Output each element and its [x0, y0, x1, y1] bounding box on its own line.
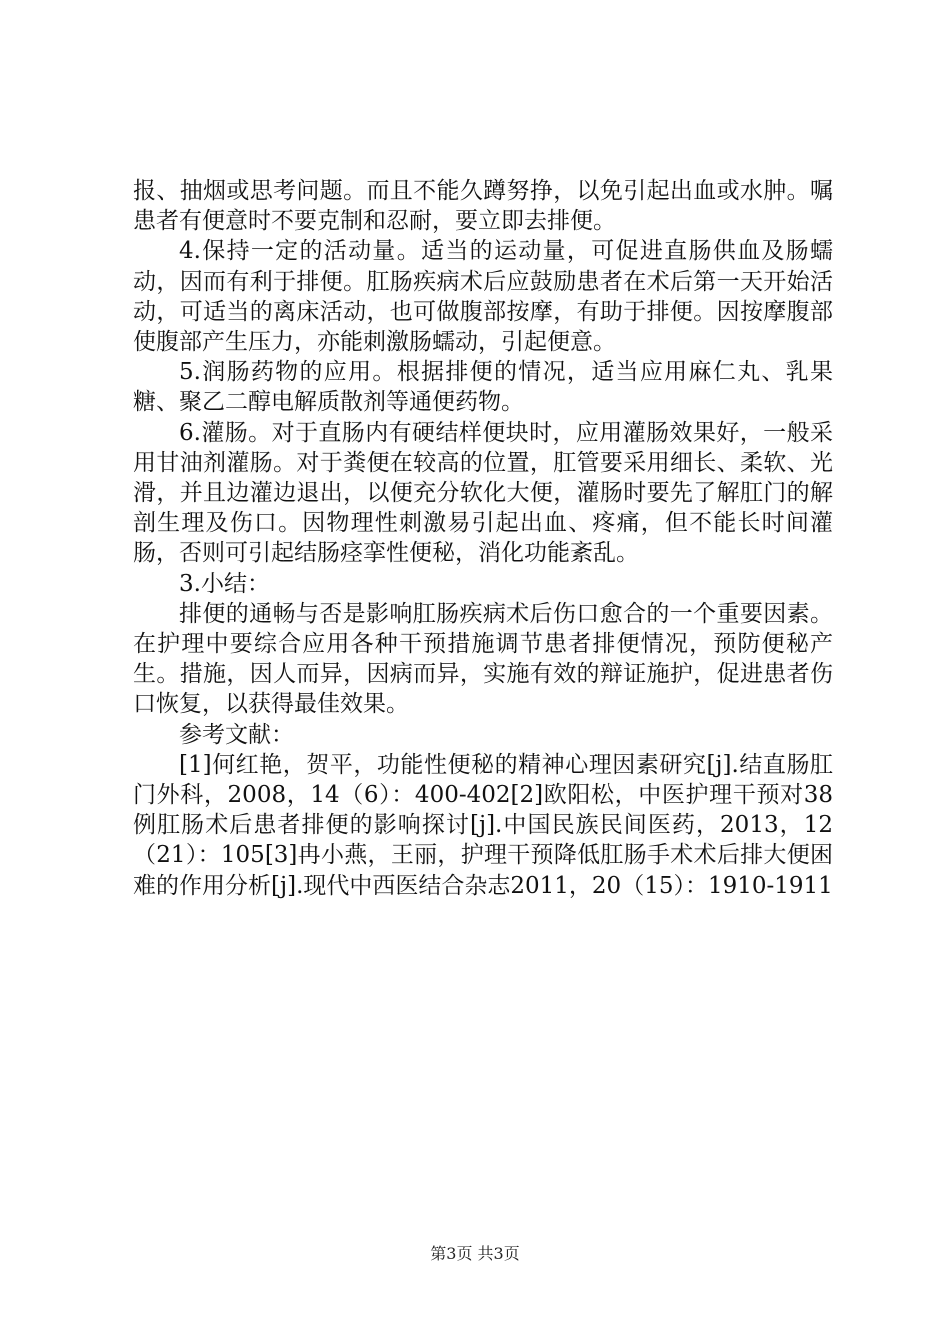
- paragraph-references: [1]何红艳，贺平，功能性便秘的精神心理因素研究[j].结直肠肛门外科，2008，14（6）：400-402[2]欧阳松，中医护理干预对38例肛肠术后患者排便的影响探讨[j].中国民族民间医药，2013，12（21）：105[3]冉小燕，王丽，护理干预降低肛肠手术术后排大便困难的作用分析[j].现代中西医结合杂志2011，20（15）：1910-1911: [133, 751, 833, 899]
- section-heading-summary: 3.小结：: [179, 570, 270, 597]
- page-footer: 第3页 共3页: [430, 1244, 520, 1263]
- paragraph-laxatives: 5.润肠药物的应用。根据排便的情况，适当应用麻仁丸、乳果糖、聚乙二醇电解质散剂等通便药物。: [133, 359, 833, 416]
- section-heading-references: 参考文献：: [179, 721, 294, 748]
- paragraph-activity: 4.保持一定的活动量。适当的运动量，可促进直肠供血及肠蠕动，因而有利于排便。肛肠疾病术后应鼓励患者在术后第一天开始活动，可适当的离床活动，也可做腹部按摩，有助于排便。因按摩腹部使腹部产生压力，亦能刺激肠蠕动，引起便意。: [133, 238, 833, 356]
- body-text: [133, 176, 833, 901]
- paragraph-summary: 排便的通畅与否是影响肛肠疾病术后伤口愈合的一个重要因素。在护理中要综合应用各种干预措施调节患者排便情况，预防便秘产生。措施，因人而异，因病而异，实施有效的辩证施护，促进患者伤口恢复，以获得最佳效果。: [133, 600, 833, 718]
- paragraph-enema: 6.灌肠。对于直肠内有硬结样便块时，应用灌肠效果好，一般采用甘油剂灌肠。对于粪便在较高的位置，肛管要采用细长、柔软、光滑，并且边灌边退出，以便充分软化大便，灌肠时要先了解肛门的解剖生理及伤口。因物理性刺激易引起出血、疼痛，但不能长时间灌肠，否则可引起结肠痉挛性便秘，消化功能紊乱。: [133, 419, 833, 567]
- paragraph-continuation: 报、抽烟或思考问题。而且不能久蹲努挣，以免引起出血或水肿。嘱患者有便意时不要克制和忍耐，要立即去排便。: [133, 178, 833, 235]
